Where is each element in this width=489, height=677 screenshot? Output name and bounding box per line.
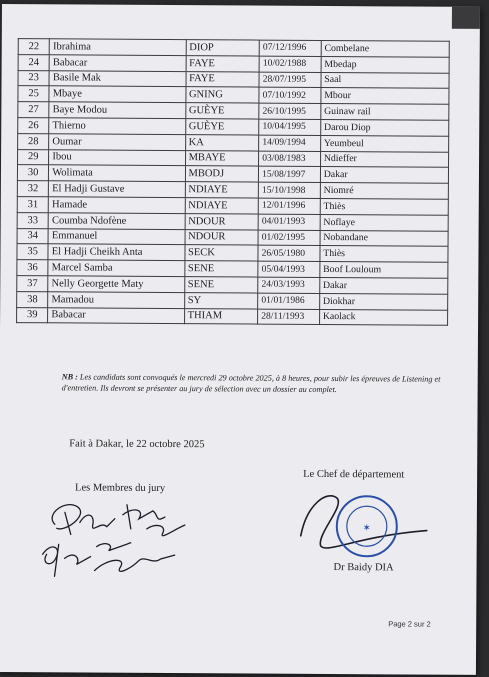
- jury-label: Les Membres du jury: [75, 482, 166, 495]
- birth-date-cell: 14/09/1994: [259, 135, 321, 151]
- birth-place-cell: Boof Louloum: [320, 262, 448, 279]
- row-number: 25: [18, 86, 49, 102]
- row-number: 24: [18, 54, 49, 70]
- birth-date-cell: 24/03/1993: [258, 277, 320, 293]
- first-name-cell: Mamadou: [48, 292, 184, 309]
- birth-place-cell: Yeumbeul: [320, 135, 448, 152]
- birth-place-cell: Mbour: [321, 88, 449, 105]
- birth-date-cell: 07/12/1996: [259, 40, 321, 56]
- first-name-cell: Basile Mak: [49, 70, 185, 87]
- birth-date-cell: 01/01/1986: [258, 293, 320, 309]
- last-name-cell: NDOUR: [185, 229, 259, 245]
- page-number: Page 2 sur 2: [388, 619, 431, 629]
- row-number: 38: [17, 291, 48, 307]
- last-name-cell: GUÈYE: [185, 119, 259, 135]
- stamp-center-text: ✶: [363, 523, 371, 533]
- row-number: 26: [18, 118, 49, 134]
- row-number: 30: [17, 165, 48, 181]
- birth-place-cell: Saal: [321, 72, 449, 89]
- first-name-cell: Baye Modou: [49, 102, 185, 119]
- last-name-cell: FAYE: [186, 55, 260, 71]
- row-number: 22: [18, 39, 49, 55]
- birth-date-cell: 07/10/1992: [259, 87, 321, 103]
- row-number: 27: [18, 102, 49, 118]
- chef-name: Dr Baidy DIA: [333, 562, 394, 574]
- birth-place-cell: Noflaye: [320, 214, 448, 231]
- row-number: 39: [17, 307, 48, 323]
- row-number: 32: [17, 181, 48, 197]
- birth-place-cell: Ndieffer: [320, 151, 448, 168]
- birth-place-cell: Diokhar: [319, 293, 447, 310]
- birth-date-cell: 26/05/1980: [258, 245, 320, 261]
- birth-date-cell: 10/02/1988: [259, 56, 321, 72]
- first-name-cell: Mbaye: [49, 86, 185, 103]
- birth-date-cell: 10/04/1995: [259, 119, 321, 135]
- last-name-cell: SENE: [184, 261, 258, 277]
- birth-place-cell: Thiès: [320, 198, 448, 215]
- chef-label: Le Chef de département: [303, 468, 405, 481]
- jury-signatures: [34, 484, 205, 585]
- birth-place-cell: Mbedap: [321, 56, 449, 73]
- first-name-cell: Hamade: [49, 197, 185, 214]
- last-name-cell: NDIAYE: [185, 182, 259, 198]
- birth-date-cell: 05/04/1993: [258, 261, 320, 277]
- row-number: 28: [18, 133, 49, 149]
- first-name-cell: Babacar: [48, 307, 184, 324]
- place-date: Fait à Dakar, le 22 octobre 2025: [69, 438, 205, 451]
- first-name-cell: Oumar: [49, 134, 185, 151]
- last-name-cell: MBAYE: [185, 150, 259, 166]
- note-text: Les candidats sont convoqués le mercredi 29 octobre 2025, à 8 heures, pour subir les épreuves de Listening et d'entretien. Ils devront se présenter au jury de sélection avec un dossier au complet.: [61, 372, 441, 395]
- first-name-cell: Marcel Samba: [48, 260, 184, 277]
- birth-place-cell: Combelane: [321, 40, 449, 57]
- last-name-cell: DIOP: [186, 40, 260, 56]
- note-paragraph: [62, 371, 442, 395]
- first-name-cell: Babacar: [49, 55, 185, 72]
- row-number: 23: [18, 70, 49, 86]
- last-name-cell: GNING: [185, 87, 259, 103]
- birth-date-cell: 28/11/1993: [258, 309, 320, 325]
- birth-date-cell: 03/08/1983: [259, 151, 321, 167]
- last-name-cell: MBODJ: [185, 166, 259, 182]
- row-number: 33: [17, 212, 48, 228]
- first-name-cell: Ibou: [49, 149, 185, 166]
- birth-place-cell: Niomré: [320, 183, 448, 200]
- birth-date-cell: 15/08/1997: [259, 166, 321, 182]
- first-name-cell: Nelly Georgette Maty: [48, 276, 184, 293]
- row-number: 35: [17, 244, 48, 260]
- birth-place-cell: Dakar: [320, 277, 448, 294]
- table-row: [17, 307, 448, 325]
- first-name-cell: Thierno: [49, 118, 185, 135]
- birth-place-cell: Guinaw rail: [321, 104, 449, 121]
- first-name-cell: Ibrahima: [49, 39, 185, 56]
- last-name-cell: NDIAYE: [185, 198, 259, 214]
- birth-date-cell: 12/01/1996: [258, 198, 320, 214]
- row-number: 36: [17, 260, 48, 276]
- birth-place-cell: Darou Diop: [320, 119, 448, 136]
- row-number: 31: [17, 197, 48, 213]
- page-corner: [452, 7, 480, 29]
- note-label: NB :: [61, 372, 78, 382]
- birth-date-cell: 26/10/1995: [259, 103, 321, 119]
- row-number: 34: [17, 228, 48, 244]
- first-name-cell: Wolimata: [49, 165, 185, 182]
- department-stamp: [297, 484, 457, 565]
- birth-date-cell: 28/07/1995: [259, 72, 321, 88]
- first-name-cell: El Hadji Cheikh Anta: [48, 244, 184, 261]
- birth-date-cell: 15/10/1998: [259, 182, 321, 198]
- row-number: 29: [18, 149, 49, 165]
- birth-place-cell: Kaolack: [319, 309, 447, 326]
- last-name-cell: SY: [184, 292, 258, 308]
- last-name-cell: SENE: [184, 277, 258, 293]
- candidate-table-body: [17, 39, 450, 326]
- last-name-cell: SECK: [184, 245, 258, 261]
- first-name-cell: El Hadji Gustave: [49, 181, 185, 198]
- last-name-cell: KA: [185, 134, 259, 150]
- document-sheet: [0, 4, 480, 675]
- candidate-table: [16, 38, 450, 326]
- first-name-cell: Coumba Ndofène: [48, 213, 184, 230]
- last-name-cell: FAYE: [186, 71, 260, 87]
- birth-place-cell: Nobandane: [320, 230, 448, 247]
- last-name-cell: NDOUR: [185, 213, 259, 229]
- last-name-cell: THIAM: [184, 308, 258, 324]
- birth-date-cell: 04/01/1993: [258, 214, 320, 230]
- chef-signature: [301, 496, 427, 549]
- birth-place-cell: Thiès: [320, 246, 448, 263]
- first-name-cell: Emmanuel: [48, 228, 184, 245]
- row-number: 37: [17, 276, 48, 292]
- birth-place-cell: Dakar: [320, 167, 448, 184]
- last-name-cell: GUÈYE: [185, 103, 259, 119]
- birth-date-cell: 01/02/1995: [258, 230, 320, 246]
